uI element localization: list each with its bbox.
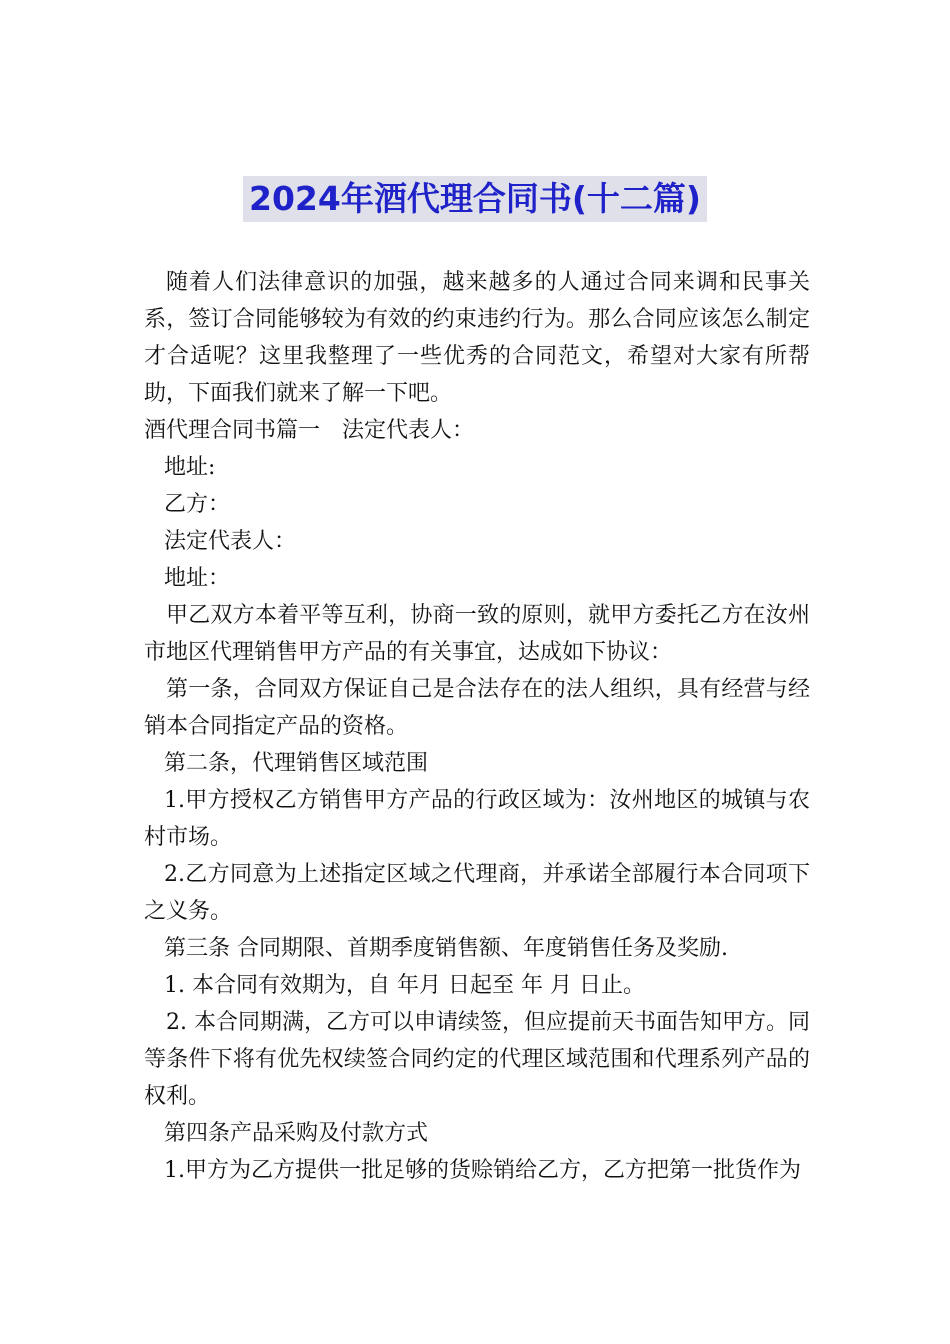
address-line: 地址：	[164, 566, 231, 591]
clause-paragraph: 1.甲方授权乙方销售甲方产品的行政区域为：汝州地区的城镇与农村市场。	[144, 788, 810, 850]
clause-paragraph: 2. 本合同期满，乙方可以申请续签，但应提前天书面告知甲方。同等条件下将有优先权续签合同约定的代理区域范围和代理系列产品的权利。	[144, 1010, 810, 1109]
article-heading: 第三条 合同期限、首期季度销售额、年度销售任务及奖励.	[164, 936, 728, 961]
party-b-line: 乙方：	[164, 492, 231, 517]
article-heading: 第四条产品采购及付款方式	[164, 1121, 429, 1146]
document-title: 2024年酒代理合同书(十二篇)	[243, 176, 707, 222]
article-heading: 第二条，代理销售区域范围	[164, 751, 429, 776]
title-container	[0, 176, 950, 222]
clause-paragraph: 1.甲方为乙方提供一批足够的货赊销给乙方，乙方把第一批货作为	[164, 1158, 801, 1183]
clause-paragraph: 1. 本合同有效期为，自 年月 日起至 年 月 日止。	[164, 973, 645, 998]
intro-paragraph: 随着人们法律意识的加强，越来越多的人通过合同来调和民事关系，签订合同能够较为有效的约束违约行为。那么合同应该怎么制定才合适呢？这里我整理了一些优秀的合同范文，希望对大家有所帮助，下面我们就来了解一下吧。	[144, 270, 810, 406]
clause-paragraph: 2.乙方同意为上述指定区域之代理商，并承诺全部履行本合同项下之义务。	[144, 862, 810, 924]
address-line: 地址:	[164, 455, 216, 480]
article-paragraph: 第一条，合同双方保证自己是合法存在的法人组织，具有经营与经销本合同指定产品的资格。	[144, 677, 810, 739]
section-heading: 酒代理合同书篇一 法定代表人：	[144, 418, 475, 443]
document-body	[144, 264, 810, 1189]
legal-rep-line: 法定代表人：	[164, 529, 297, 554]
agreement-paragraph: 甲乙双方本着平等互利，协商一致的原则，就甲方委托乙方在汝州市地区代理销售甲方产品的有关事宜，达成如下协议：	[144, 603, 810, 665]
